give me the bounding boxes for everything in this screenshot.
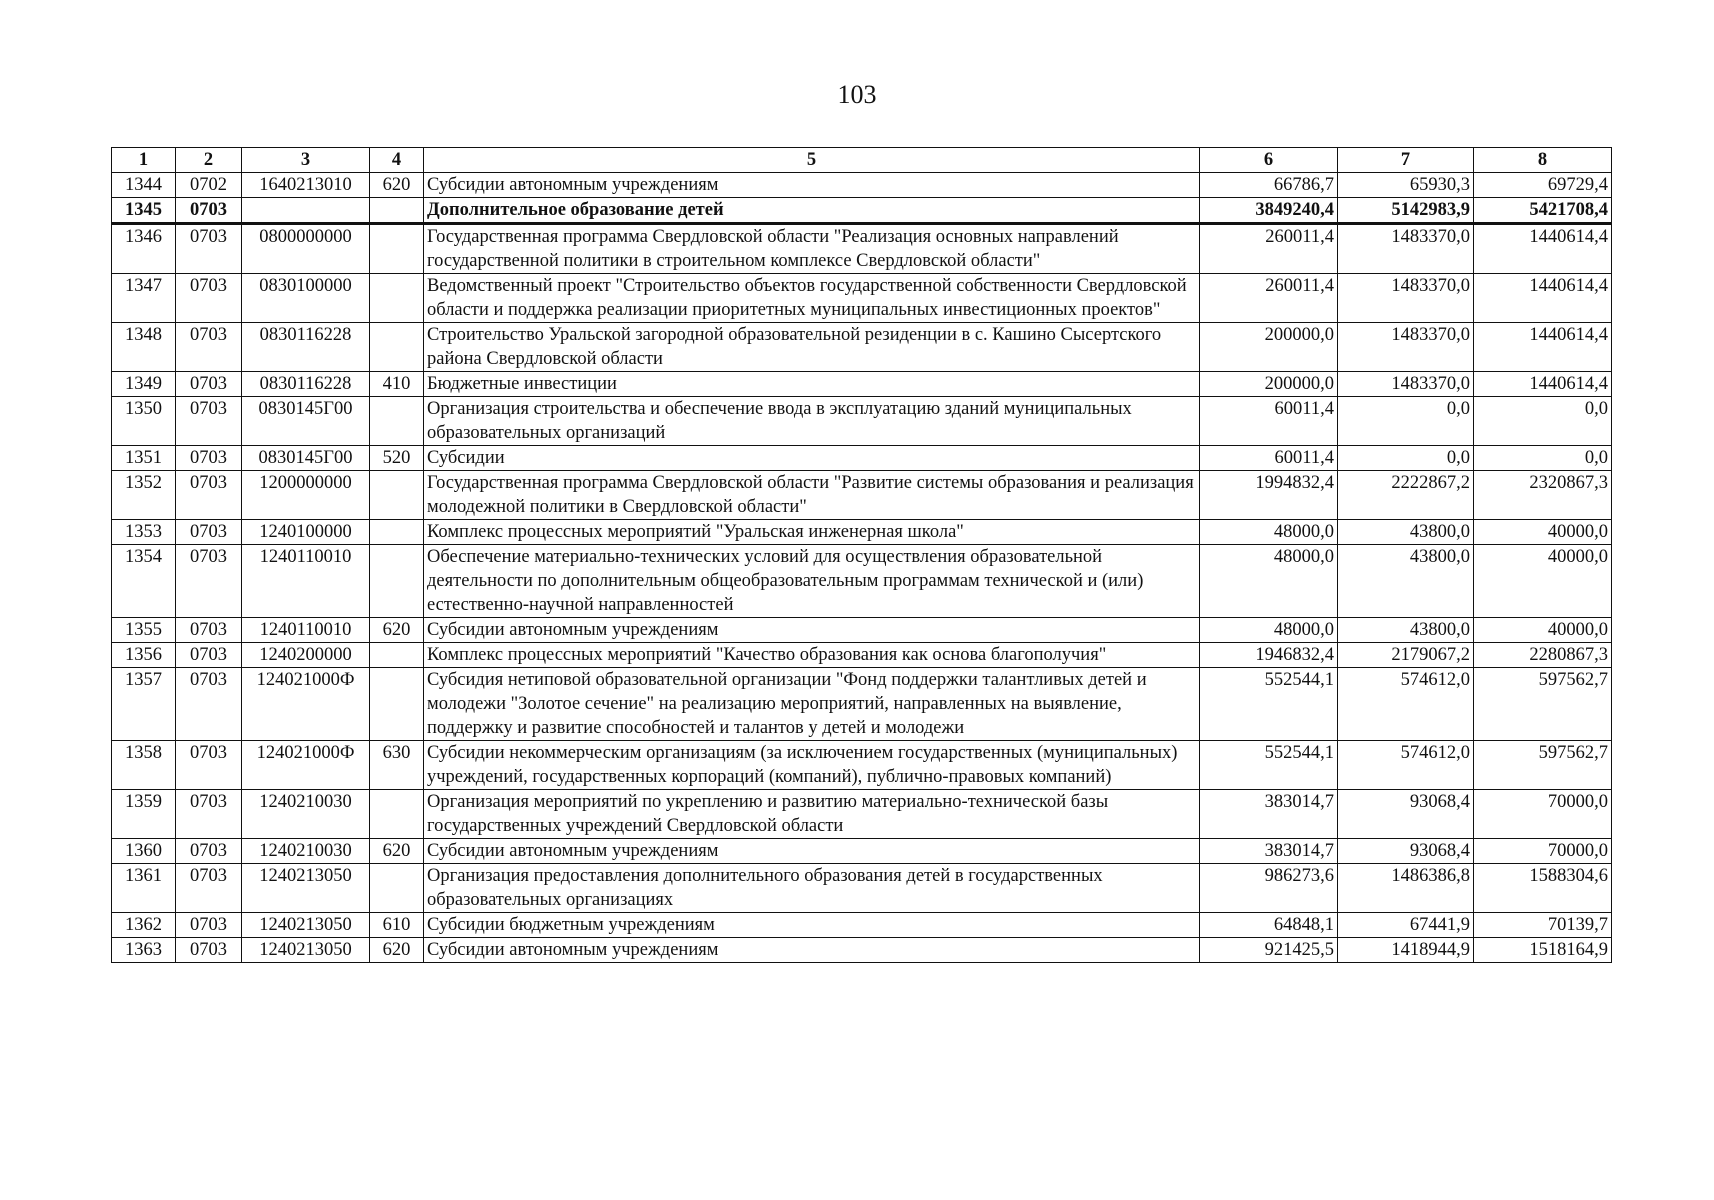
item-name: Строительство Уральской загородной образовательной резиденции в с. Кашино Сысертского района Свердловской области — [424, 323, 1200, 372]
item-name: Субсидии бюджетным учреждениям — [424, 913, 1200, 938]
amount-col-6: 48000,0 — [1200, 520, 1338, 545]
amount-col-7: 93068,4 — [1338, 790, 1474, 839]
row-number: 1357 — [112, 668, 176, 741]
row-number: 1346 — [112, 224, 176, 274]
amount-col-6: 383014,7 — [1200, 839, 1338, 864]
amount-col-7: 2179067,2 — [1338, 643, 1474, 668]
item-name: Субсидии — [424, 446, 1200, 471]
expense-type-code: 620 — [370, 173, 424, 198]
expense-type-code: 620 — [370, 839, 424, 864]
amount-col-8: 40000,0 — [1474, 520, 1612, 545]
amount-col-6: 1994832,4 — [1200, 471, 1338, 520]
amount-col-6: 260011,4 — [1200, 274, 1338, 323]
table-row — [112, 938, 1612, 963]
amount-col-6: 921425,5 — [1200, 938, 1338, 963]
amount-col-8: 1440614,4 — [1474, 274, 1612, 323]
header-col-4: 4 — [370, 148, 424, 173]
amount-col-6: 383014,7 — [1200, 790, 1338, 839]
target-article-code — [242, 198, 370, 224]
row-number: 1356 — [112, 643, 176, 668]
header-col-8: 8 — [1474, 148, 1612, 173]
amount-col-7: 2222867,2 — [1338, 471, 1474, 520]
target-article-code: 0830116228 — [242, 323, 370, 372]
item-name: Субсидии автономным учреждениям — [424, 839, 1200, 864]
amount-col-8: 0,0 — [1474, 446, 1612, 471]
amount-col-7: 0,0 — [1338, 397, 1474, 446]
table-row — [112, 274, 1612, 323]
header-col-3: 3 — [242, 148, 370, 173]
amount-col-7: 43800,0 — [1338, 520, 1474, 545]
expense-type-code: 610 — [370, 913, 424, 938]
section-code: 0703 — [176, 913, 242, 938]
item-name: Субсидии некоммерческим организациям (за исключением государственных (муниципальных) учреждений, государственных корпораций (компаний), публично-правовых компаний) — [424, 741, 1200, 790]
row-number: 1348 — [112, 323, 176, 372]
amount-col-7: 1483370,0 — [1338, 274, 1474, 323]
item-name: Комплекс процессных мероприятий "Уральская инженерная школа" — [424, 520, 1200, 545]
amount-col-7: 1483370,0 — [1338, 323, 1474, 372]
table-body — [112, 173, 1612, 963]
table-row — [112, 323, 1612, 372]
row-number: 1359 — [112, 790, 176, 839]
header-col-5: 5 — [424, 148, 1200, 173]
item-name: Организация строительства и обеспечение ввода в эксплуатацию зданий муниципальных образовательных организаций — [424, 397, 1200, 446]
section-code: 0703 — [176, 668, 242, 741]
amount-col-6: 260011,4 — [1200, 224, 1338, 274]
row-number: 1353 — [112, 520, 176, 545]
header-col-2: 2 — [176, 148, 242, 173]
row-number: 1355 — [112, 618, 176, 643]
item-name: Организация предоставления дополнительного образования детей в государственных образовательных организациях — [424, 864, 1200, 913]
table-header-row — [112, 148, 1612, 173]
table-row — [112, 397, 1612, 446]
target-article-code: 124021000Ф — [242, 668, 370, 741]
amount-col-6: 986273,6 — [1200, 864, 1338, 913]
amount-col-6: 60011,4 — [1200, 446, 1338, 471]
table-row — [112, 913, 1612, 938]
amount-col-8: 597562,7 — [1474, 668, 1612, 741]
item-name: Бюджетные инвестиции — [424, 372, 1200, 397]
table-row — [112, 471, 1612, 520]
amount-col-8: 70000,0 — [1474, 790, 1612, 839]
item-name: Организация мероприятий по укреплению и развитию материально-технической базы государственных учреждений Свердловской области — [424, 790, 1200, 839]
target-article-code: 1240213050 — [242, 864, 370, 913]
expense-type-code: 620 — [370, 938, 424, 963]
amount-col-6: 48000,0 — [1200, 618, 1338, 643]
row-number: 1344 — [112, 173, 176, 198]
table-row — [112, 198, 1612, 224]
item-name: Субсидия нетиповой образовательной организации "Фонд поддержки талантливых детей и молодежи "Золотое сечение" на реализацию мероприятий, направленных на выявление, поддержку и развитие способностей и талантов у детей и молодежи — [424, 668, 1200, 741]
section-code: 0703 — [176, 643, 242, 668]
table-row — [112, 643, 1612, 668]
row-number: 1363 — [112, 938, 176, 963]
table-row — [112, 545, 1612, 618]
amount-col-7: 43800,0 — [1338, 545, 1474, 618]
amount-col-7: 574612,0 — [1338, 668, 1474, 741]
target-article-code: 1200000000 — [242, 471, 370, 520]
item-name: Комплекс процессных мероприятий "Качество образования как основа благополучия" — [424, 643, 1200, 668]
target-article-code: 0830116228 — [242, 372, 370, 397]
amount-col-8: 597562,7 — [1474, 741, 1612, 790]
amount-col-6: 64848,1 — [1200, 913, 1338, 938]
target-article-code: 0830145Г00 — [242, 397, 370, 446]
target-article-code: 124021000Ф — [242, 741, 370, 790]
section-code: 0703 — [176, 198, 242, 224]
amount-col-6: 552544,1 — [1200, 741, 1338, 790]
section-code: 0703 — [176, 397, 242, 446]
section-code: 0703 — [176, 471, 242, 520]
expense-type-code: 630 — [370, 741, 424, 790]
target-article-code: 1240100000 — [242, 520, 370, 545]
target-article-code: 1240213050 — [242, 938, 370, 963]
target-article-code: 0830145Г00 — [242, 446, 370, 471]
row-number: 1361 — [112, 864, 176, 913]
section-code: 0702 — [176, 173, 242, 198]
amount-col-7: 65930,3 — [1338, 173, 1474, 198]
amount-col-8: 1440614,4 — [1474, 372, 1612, 397]
table-row — [112, 372, 1612, 397]
table-row — [112, 173, 1612, 198]
item-name: Государственная программа Свердловской области "Реализация основных направлений государственной политики в строительном комплексе Свердловской области" — [424, 224, 1200, 274]
section-code: 0703 — [176, 790, 242, 839]
table-row — [112, 839, 1612, 864]
section-code: 0703 — [176, 274, 242, 323]
row-number: 1352 — [112, 471, 176, 520]
item-name: Ведомственный проект "Строительство объектов государственной собственности Свердловской области и поддержка реализации приоритетных муниципальных инвестиционных проектов" — [424, 274, 1200, 323]
row-number: 1362 — [112, 913, 176, 938]
amount-col-8: 69729,4 — [1474, 173, 1612, 198]
amount-col-8: 0,0 — [1474, 397, 1612, 446]
expense-type-code — [370, 471, 424, 520]
section-code: 0703 — [176, 741, 242, 790]
section-code: 0703 — [176, 545, 242, 618]
amount-col-8: 2320867,3 — [1474, 471, 1612, 520]
amount-col-8: 1440614,4 — [1474, 323, 1612, 372]
item-name: Субсидии автономным учреждениям — [424, 618, 1200, 643]
expense-type-code: 410 — [370, 372, 424, 397]
target-article-code: 1240200000 — [242, 643, 370, 668]
amount-col-8: 5421708,4 — [1474, 198, 1612, 224]
expense-type-code — [370, 643, 424, 668]
expense-type-code — [370, 790, 424, 839]
amount-col-8: 70139,7 — [1474, 913, 1612, 938]
section-code: 0703 — [176, 938, 242, 963]
row-number: 1351 — [112, 446, 176, 471]
row-number: 1349 — [112, 372, 176, 397]
row-number: 1350 — [112, 397, 176, 446]
target-article-code: 0800000000 — [242, 224, 370, 274]
target-article-code: 1240210030 — [242, 790, 370, 839]
expense-type-code — [370, 545, 424, 618]
target-article-code: 1240210030 — [242, 839, 370, 864]
expense-type-code — [370, 198, 424, 224]
budget-table — [111, 147, 1612, 963]
table-row — [112, 224, 1612, 274]
table-row — [112, 864, 1612, 913]
section-code: 0703 — [176, 839, 242, 864]
amount-col-8: 2280867,3 — [1474, 643, 1612, 668]
amount-col-8: 1588304,6 — [1474, 864, 1612, 913]
amount-col-7: 1486386,8 — [1338, 864, 1474, 913]
section-code: 0703 — [176, 446, 242, 471]
section-code: 0703 — [176, 224, 242, 274]
section-code: 0703 — [176, 372, 242, 397]
table-row — [112, 668, 1612, 741]
row-number: 1358 — [112, 741, 176, 790]
expense-type-code — [370, 224, 424, 274]
page-number: 103 — [837, 80, 877, 109]
row-number: 1354 — [112, 545, 176, 618]
table-row — [112, 446, 1612, 471]
table-row — [112, 741, 1612, 790]
section-code: 0703 — [176, 323, 242, 372]
expense-type-code: 520 — [370, 446, 424, 471]
amount-col-6: 66786,7 — [1200, 173, 1338, 198]
target-article-code: 1240110010 — [242, 545, 370, 618]
amount-col-8: 1518164,9 — [1474, 938, 1612, 963]
target-article-code: 1640213010 — [242, 173, 370, 198]
expense-type-code — [370, 864, 424, 913]
amount-col-6: 1946832,4 — [1200, 643, 1338, 668]
amount-col-6: 3849240,4 — [1200, 198, 1338, 224]
row-number: 1347 — [112, 274, 176, 323]
item-name: Обеспечение материально-технических условий для осуществления образовательной деятельности по дополнительным общеобразовательным программам технической и (или) естественно-научной направленностей — [424, 545, 1200, 618]
amount-col-6: 60011,4 — [1200, 397, 1338, 446]
amount-col-8: 40000,0 — [1474, 545, 1612, 618]
amount-col-6: 200000,0 — [1200, 372, 1338, 397]
expense-type-code — [370, 323, 424, 372]
amount-col-7: 43800,0 — [1338, 618, 1474, 643]
header-col-1: 1 — [112, 148, 176, 173]
amount-col-8: 70000,0 — [1474, 839, 1612, 864]
amount-col-7: 5142983,9 — [1338, 198, 1474, 224]
header-col-6: 6 — [1200, 148, 1338, 173]
amount-col-7: 1483370,0 — [1338, 372, 1474, 397]
row-number: 1360 — [112, 839, 176, 864]
row-number: 1345 — [112, 198, 176, 224]
amount-col-6: 48000,0 — [1200, 545, 1338, 618]
expense-type-code — [370, 397, 424, 446]
item-name: Государственная программа Свердловской области "Развитие системы образования и реализация молодежной политики в Свердловской области" — [424, 471, 1200, 520]
target-article-code: 1240213050 — [242, 913, 370, 938]
expense-type-code — [370, 520, 424, 545]
expense-type-code — [370, 274, 424, 323]
amount-col-8: 40000,0 — [1474, 618, 1612, 643]
amount-col-7: 93068,4 — [1338, 839, 1474, 864]
amount-col-7: 574612,0 — [1338, 741, 1474, 790]
section-code: 0703 — [176, 520, 242, 545]
item-name: Субсидии автономным учреждениям — [424, 938, 1200, 963]
amount-col-7: 1483370,0 — [1338, 224, 1474, 274]
amount-col-8: 1440614,4 — [1474, 224, 1612, 274]
expense-type-code: 620 — [370, 618, 424, 643]
item-name: Субсидии автономным учреждениям — [424, 173, 1200, 198]
table-row — [112, 790, 1612, 839]
section-code: 0703 — [176, 864, 242, 913]
item-name: Дополнительное образование детей — [424, 198, 1200, 224]
amount-col-7: 67441,9 — [1338, 913, 1474, 938]
amount-col-7: 1418944,9 — [1338, 938, 1474, 963]
expense-type-code — [370, 668, 424, 741]
target-article-code: 0830100000 — [242, 274, 370, 323]
section-code: 0703 — [176, 618, 242, 643]
target-article-code: 1240110010 — [242, 618, 370, 643]
table-row — [112, 520, 1612, 545]
table-row — [112, 618, 1612, 643]
amount-col-6: 552544,1 — [1200, 668, 1338, 741]
header-col-7: 7 — [1338, 148, 1474, 173]
amount-col-7: 0,0 — [1338, 446, 1474, 471]
amount-col-6: 200000,0 — [1200, 323, 1338, 372]
